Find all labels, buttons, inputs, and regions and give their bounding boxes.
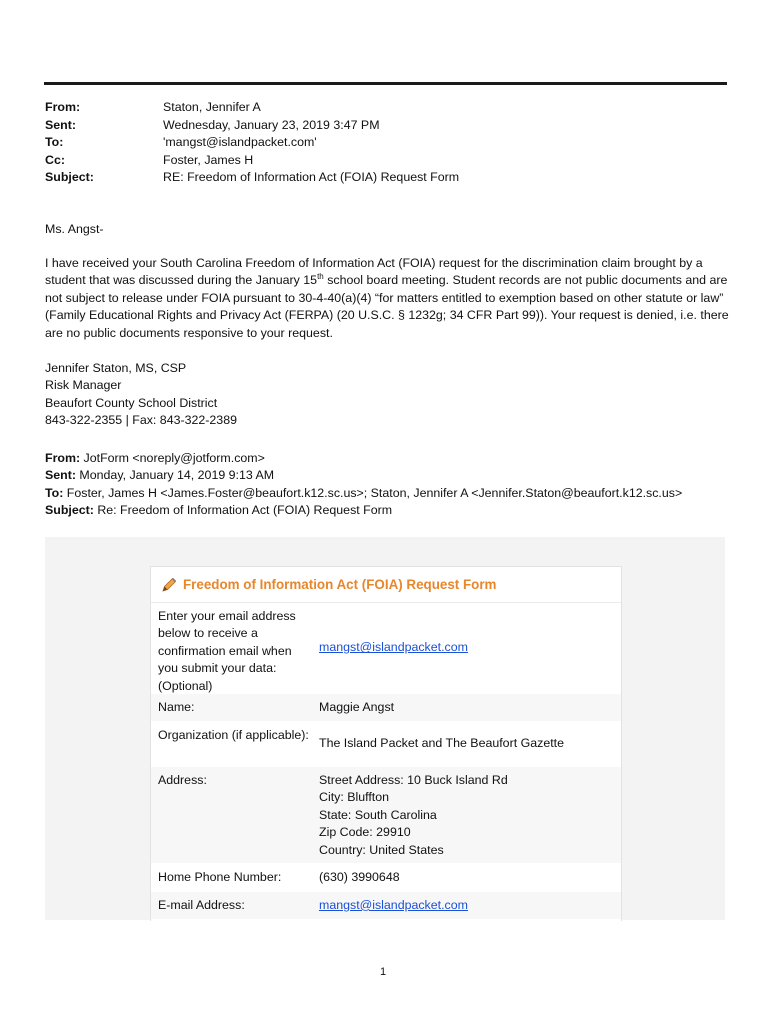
fwd-subject-value: Re: Freedom of Information Act (FOIA) Request Form [93, 503, 393, 518]
subject-label: Subject: [45, 170, 94, 185]
form-row-organization [151, 722, 621, 767]
form-value-email [311, 892, 621, 919]
from-label: From: [45, 100, 81, 114]
body-text-part2: school board meeting. Student records are not public documents and are not subject to release under FOIA pursuant to 30-4-40(a)(4) “for matters entitled to exemption based on other statute or law” (Family Educational Rights and Privacy Act (FERPA) (20 U.S.C. § 1232g; 34 CFR Part 99)). Your request is denied, i.e. there are no public documents responsive to your request. [45, 273, 729, 340]
form-title: Freedom of Information Act (FOIA) Request Form [183, 576, 497, 592]
form-value-confirm-email [311, 603, 621, 693]
form-label-home-phone: Home Phone Number: [158, 870, 282, 884]
form-row-confirm-email [151, 603, 621, 694]
page-number: 1 [380, 966, 387, 978]
signature-name: Jennifer Staton, MS, CSP [45, 361, 187, 375]
address-zip: Zip Code: 29910 [319, 825, 411, 840]
signature-org: Beaufort County School District [45, 395, 218, 410]
address-country: Country: United States [319, 842, 444, 857]
sent-label: Sent: [45, 117, 76, 132]
fwd-to-value: Foster, James H <James.Foster@beaufort.k12.sc.us>; Staton, Jennifer A <Jennifer.Staton@beaufort.k12.sc.us> [63, 485, 683, 500]
address-state: State: South Carolina [319, 807, 437, 822]
fwd-sent-value: Monday, January 14, 2019 9:13 AM [75, 468, 275, 483]
fwd-subject-label: Subject: [45, 503, 94, 518]
form-label-address: Address: [158, 773, 207, 787]
fwd-sent-label: Sent: [45, 468, 76, 483]
header-sent-row [45, 117, 725, 135]
fwd-sent-row [45, 467, 745, 484]
form-label-confirm-email: Enter your email address below to receive a confirmation email when you submit your data: (Optional) [158, 609, 296, 693]
form-value-address [311, 767, 621, 863]
fwd-from-value: JotForm <noreply@jotform.com> [80, 451, 265, 465]
form-row-name [151, 694, 621, 722]
fwd-to-label: To: [45, 485, 64, 500]
header-rule [44, 82, 727, 85]
address-street: Street Address: 10 Buck Island Rd [319, 773, 508, 787]
form-title-bar [151, 567, 621, 603]
form-row-address [151, 767, 621, 864]
header-subject-row [45, 169, 725, 187]
form-value-organization: The Island Packet and The Beaufort Gazette [319, 736, 564, 751]
fwd-subject-row [45, 502, 745, 519]
form-label-email: E-mail Address: [158, 898, 245, 912]
fwd-from-row [45, 450, 745, 467]
body-paragraph [45, 255, 730, 342]
greeting: Ms. Angst- [45, 222, 104, 236]
foia-form-card [150, 566, 622, 921]
to-label: To: [45, 135, 64, 150]
form-label-organization: Organization (if applicable): [158, 728, 309, 742]
form-row-email [151, 892, 621, 920]
header-from-row [45, 99, 725, 117]
header-cc-row [45, 152, 725, 170]
fwd-to-row [45, 485, 745, 502]
form-value-name: Maggie Angst [319, 699, 395, 714]
address-city: City: Bluffton [319, 790, 390, 805]
from-value: Staton, Jennifer A [163, 100, 261, 114]
sent-value: Wednesday, January 23, 2019 3:47 PM [163, 117, 380, 132]
subject-value: RE: Freedom of Information Act (FOIA) Request Form [163, 170, 460, 185]
form-row-home-phone [151, 864, 621, 892]
cc-label: Cc: [45, 152, 65, 167]
to-value: 'mangst@islandpacket.com' [163, 135, 317, 150]
body-text-part1: I have received your South Carolina Freedom of Information Act (FOIA) request for the discrimination claim brought by a student that was discussed during the January 15 [45, 256, 703, 288]
confirm-email-link[interactable]: mangst@islandpacket.com [319, 640, 468, 655]
form-value-home-phone: (630) 3990648 [319, 869, 400, 884]
ordinal-suffix: th [317, 272, 324, 282]
fwd-from-label: From: [45, 451, 81, 465]
signature-phone: 843-322-2355 | Fax: 843-322-2389 [45, 413, 237, 428]
pencil-icon [159, 575, 179, 595]
form-label-name: Name: [158, 700, 195, 714]
signature-title: Risk Manager [45, 378, 122, 393]
signature-block [45, 360, 237, 430]
forwarded-header [45, 450, 745, 520]
email-header [45, 99, 725, 187]
header-to-row [45, 134, 725, 152]
cc-value: Foster, James H [163, 152, 254, 167]
email-address-link[interactable]: mangst@islandpacket.com [319, 897, 468, 912]
